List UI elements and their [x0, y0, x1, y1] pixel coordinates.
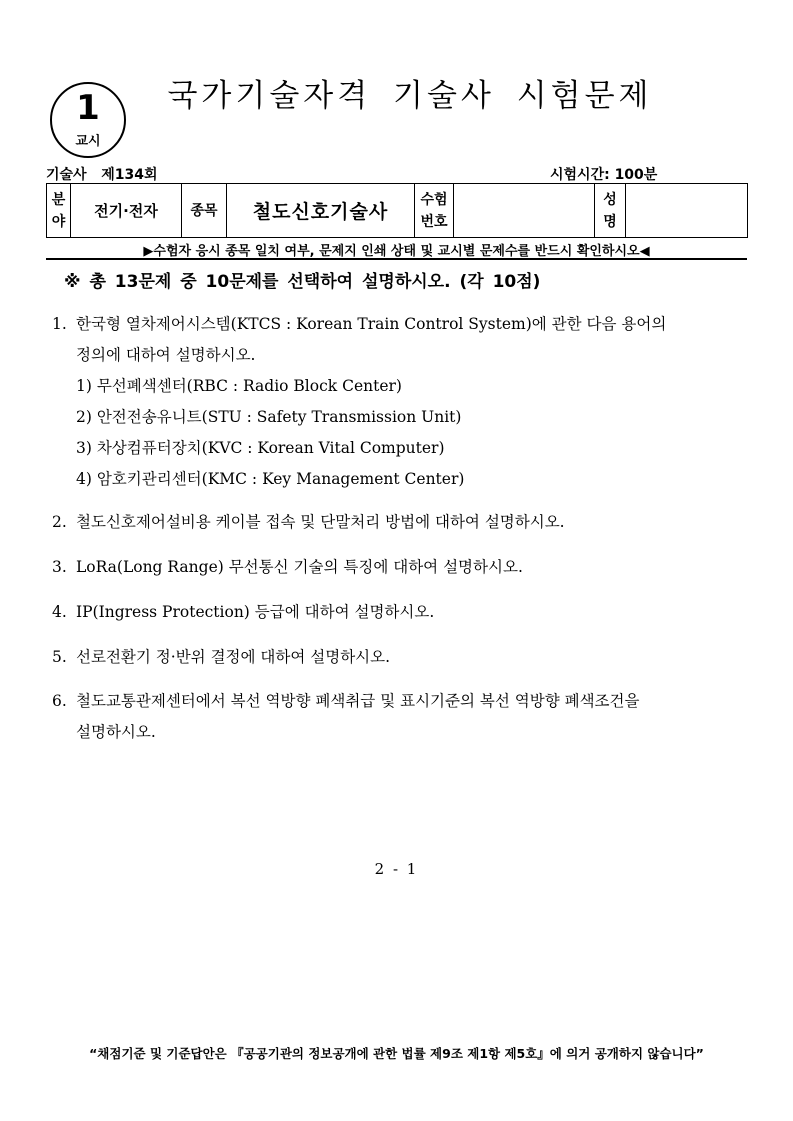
- page-title: 국가기술자격 기술사 시험문제: [167, 78, 653, 114]
- question-text: 한국형 열차제어시스템(KTCS : Korean Train Control System)에 관한 다음 용어의: [76, 315, 667, 333]
- field-value: 전기·전자: [71, 184, 182, 238]
- name-label: 성 명: [595, 184, 626, 238]
- question-number: 4.: [52, 603, 67, 621]
- notice: ▶수험자 응시 종목 일치 여부, 문제지 인쇄 상태 및 교시별 문제수를 반드시 확인하시오◀: [143, 244, 650, 259]
- field-label: 분 야: [47, 184, 71, 238]
- question-5: [52, 642, 752, 673]
- instruction: ※ 총 13문제 중 10문제를 선택하여 설명하시오. (각 10점): [64, 272, 541, 292]
- question-4: [52, 597, 752, 628]
- session-label: 교시: [75, 134, 101, 149]
- question-number: 3.: [52, 558, 67, 576]
- question-number: 2.: [52, 513, 67, 531]
- question-6: [52, 686, 752, 748]
- question-text: 선로전환기 정·반위 결정에 대하여 설명하시오.: [76, 648, 391, 666]
- divider: [46, 258, 747, 260]
- question-number: 5.: [52, 648, 67, 666]
- session-badge: [50, 82, 126, 158]
- exam-round: 기술사 제134회: [46, 167, 158, 183]
- question-text: 철도신호제어설비용 케이블 접속 및 단말처리 방법에 대하여 설명하시오.: [76, 513, 565, 531]
- question-text: 철도교통관제센터에서 복선 역방향 폐색취급 및 표시기준의 복선 역방향 폐색조건을: [76, 692, 640, 710]
- category-label: 종목: [182, 184, 227, 238]
- question-1-subitem: 4) 암호키관리센터(KMC : Key Management Center): [76, 470, 465, 488]
- question-number: 6.: [52, 692, 67, 710]
- question-continuation: 설명하시오.: [76, 723, 156, 741]
- question-3: [52, 552, 752, 583]
- exam-info-table: [46, 183, 748, 238]
- exam-number-label: 수험 번호: [415, 184, 454, 238]
- exam-number-field[interactable]: [454, 184, 595, 238]
- question-1: [52, 309, 752, 371]
- question-text: LoRa(Long Range) 무선통신 기술의 특징에 대하여 설명하시오.: [76, 558, 523, 576]
- question-2: [52, 507, 752, 538]
- question-continuation: 정의에 대하여 설명하시오.: [76, 346, 256, 364]
- session-number: 1: [76, 88, 100, 128]
- category-value: 철도신호기술사: [227, 184, 415, 238]
- question-1-subitem: 1) 무선폐색센터(RBC : Radio Block Center): [76, 377, 402, 395]
- page-number: 2 - 1: [374, 860, 419, 878]
- question-1-subitem: 2) 안전전송유니트(STU : Safety Transmission Unit): [76, 408, 462, 426]
- name-field[interactable]: [626, 184, 748, 238]
- question-1-subitem: 3) 차상컴퓨터장치(KVC : Korean Vital Computer): [76, 439, 445, 457]
- question-text: IP(Ingress Protection) 등급에 대하여 설명하시오.: [76, 603, 435, 621]
- exam-time: 시험시간: 100분: [550, 167, 658, 183]
- footer-notice: “채점기준 및 기준답안은 『공공기관의 정보공개에 관한 법률 제9조 제1항 제5호』에 의거 공개하지 않습니다”: [89, 1046, 704, 1061]
- question-number: 1.: [52, 315, 67, 333]
